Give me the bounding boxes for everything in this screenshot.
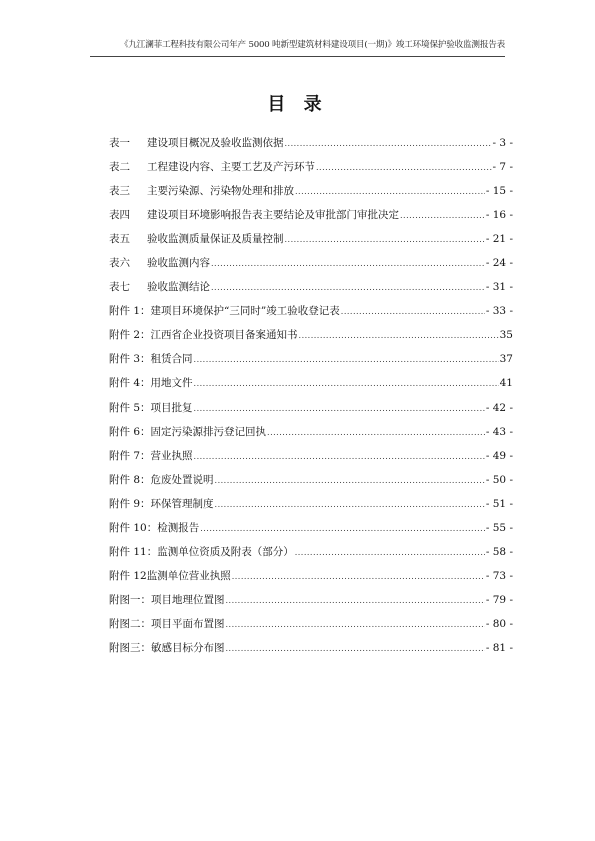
toc-entry[interactable] [109, 327, 513, 351]
toc-entry-label [109, 448, 193, 463]
toc-entry-title: 敏感目标分布图 [151, 641, 225, 654]
toc-entry[interactable] [109, 568, 513, 592]
toc-entry[interactable] [109, 207, 513, 231]
toc-entry-title: 验收监测内容 [147, 257, 210, 270]
toc-entry-label [109, 592, 225, 607]
toc-entry-prefix: 表七 [109, 281, 130, 294]
toc-entry-label [109, 472, 214, 487]
toc-entry-page: - 49 - [485, 449, 513, 462]
toc-entry-prefix: 附件 8： [109, 473, 151, 486]
toc-entry-prefix: 附件 6： [109, 425, 151, 438]
toc-entry[interactable] [109, 255, 513, 279]
toc-entry-page: - 33 - [485, 305, 513, 318]
toc-entry-title: 租赁合同 [150, 353, 193, 366]
toc-entry-label [109, 375, 193, 390]
toc-entry-label [109, 568, 231, 583]
toc-leader-dots [232, 572, 485, 581]
toc-entry[interactable] [109, 183, 513, 207]
toc-entry-label [109, 303, 340, 318]
toc-entry[interactable] [109, 351, 513, 375]
toc-entry-prefix: 表二 [109, 161, 130, 174]
toc-entry-page: - 31 - [485, 281, 513, 294]
toc-entry-page: 35 [499, 329, 513, 342]
toc-entry-page: - 21 - [485, 233, 513, 246]
toc-entry-label [109, 159, 315, 174]
toc-leader-dots [194, 404, 485, 413]
toc-entry-title: 环保管理制度 [150, 497, 214, 510]
toc-entry[interactable] [109, 592, 513, 616]
toc-entry-prefix: 附图三： [109, 641, 151, 654]
toc-leader-dots [400, 211, 485, 220]
toc-entry-label [109, 640, 225, 655]
toc-entry-title: 检测报告 [157, 521, 200, 534]
toc-leader-dots [295, 548, 485, 557]
toc-entry-label [109, 400, 193, 415]
toc-leader-dots [226, 644, 485, 653]
toc-entry-prefix: 附图二： [109, 617, 151, 630]
toc-entry-label [109, 544, 294, 559]
toc-entry[interactable] [109, 616, 513, 640]
toc-leader-dots [211, 283, 485, 292]
toc-leader-dots [285, 235, 485, 244]
toc-entry[interactable] [109, 303, 513, 327]
toc-entry[interactable] [109, 640, 513, 664]
toc-entry-prefix: 附件 4： [109, 377, 151, 390]
toc-leader-dots [226, 596, 485, 605]
toc-entry[interactable] [109, 544, 513, 568]
toc-entry-page: - 15 - [485, 185, 513, 198]
toc-entry-prefix: 表一 [109, 137, 130, 149]
toc-entry-prefix: 附件 5： [109, 401, 151, 414]
toc-entry[interactable] [109, 135, 513, 159]
toc-entry-page: - 42 - [485, 401, 513, 414]
toc-entry-prefix: 表四 [109, 209, 130, 222]
toc-entry-title: 监测单位营业执照 [146, 569, 231, 582]
toc-entry-label [109, 183, 294, 198]
toc-leader-dots [316, 163, 492, 172]
table-of-contents [109, 135, 513, 664]
toc-entry-prefix: 附件 11： [109, 545, 158, 558]
toc-entry-title: 建项目环境保护“三同时”竣工验收登记表 [150, 305, 340, 318]
toc-entry-title: 项目平面布置图 [151, 617, 225, 630]
toc-entry-prefix: 附件 12 [109, 569, 147, 582]
toc-entry-title: 监测单位资质及附表（部分） [157, 545, 294, 558]
header-rule [90, 56, 505, 57]
toc-leader-dots [194, 452, 485, 461]
toc-leader-dots [295, 187, 485, 196]
toc-entry-title: 危废处置说明 [150, 473, 214, 486]
toc-entry-title: 固定污染源排污登记回执 [150, 425, 267, 438]
toc-entry-page: - 24 - [485, 257, 513, 270]
toc-entry-prefix: 附件 10： [109, 521, 158, 534]
toc-entry-title: 工程建设内容、主要工艺及产污环节 [147, 161, 315, 174]
toc-entry-title: 项目批复 [150, 401, 193, 414]
toc-entry-label [109, 207, 399, 222]
toc-leader-dots [215, 476, 485, 485]
toc-entry-title: 建设项目环境影响报告表主要结论及审批部门审批决定 [147, 209, 399, 222]
toc-entry-page: - 43 - [485, 425, 513, 438]
toc-entry-title: 验收监测结论 [147, 281, 210, 294]
toc-entry[interactable] [109, 520, 513, 544]
toc-entry-label [109, 351, 193, 366]
toc-entry[interactable] [109, 424, 513, 448]
toc-entry-title: 用地文件 [150, 377, 193, 390]
toc-entry-prefix: 附件 9： [109, 497, 151, 510]
toc-entry-label [109, 135, 284, 150]
toc-entry-prefix: 附图一： [109, 593, 151, 606]
toc-entry-page: - 79 - [485, 593, 513, 606]
toc-entry[interactable] [109, 496, 513, 520]
toc-entry-label [109, 279, 210, 294]
toc-entry-page: - 51 - [485, 497, 513, 510]
toc-entry-page: - 50 - [485, 473, 513, 486]
toc-entry-title: 验收监测质量保证及质量控制 [147, 233, 284, 246]
page-header: 《九江澜菲工程科技有限公司年产 5000 吨新型建筑材料建设项目(一期)》竣工环境保护验收监测报告表 [120, 40, 505, 50]
toc-entry-prefix: 附件 3： [109, 353, 151, 366]
toc-entry-label [109, 616, 225, 631]
toc-leader-dots [285, 139, 492, 148]
toc-entry[interactable] [109, 448, 513, 472]
toc-entry-page: - 7 - [492, 161, 513, 174]
toc-entry-title: 建设项目概况及验收监测依据 [147, 137, 284, 149]
toc-entry-page: - 16 - [485, 209, 513, 222]
toc-entry-page: - 73 - [485, 569, 513, 582]
toc-entry[interactable] [109, 231, 513, 255]
toc-entry-title: 江西省企业投资项目备案通知书 [150, 329, 298, 342]
toc-entry-page: - 80 - [485, 617, 513, 630]
toc-entry-page: - 81 - [485, 641, 513, 654]
toc-leader-dots [215, 500, 485, 509]
toc-entry[interactable] [109, 159, 513, 183]
toc-entry[interactable] [109, 400, 513, 424]
toc-leader-dots [194, 379, 499, 388]
toc-entry[interactable] [109, 472, 513, 496]
toc-leader-dots [299, 331, 499, 340]
page-title: 目 录 [267, 94, 328, 115]
toc-entry-prefix: 附件 1： [109, 305, 151, 318]
toc-entry-title: 营业执照 [150, 449, 193, 462]
toc-leader-dots [200, 524, 485, 533]
toc-entry-label [109, 255, 210, 270]
toc-entry-page: - 3 - [492, 137, 513, 149]
toc-entry-prefix: 附件 7： [109, 449, 151, 462]
toc-entry-page: 41 [499, 377, 513, 390]
toc-leader-dots [267, 428, 485, 437]
toc-entry-prefix: 表五 [109, 233, 130, 246]
toc-entry-label [109, 231, 284, 246]
toc-entry-prefix: 附件 2： [109, 329, 151, 342]
toc-entry-prefix: 表六 [109, 257, 130, 270]
toc-entry-page: 37 [499, 353, 513, 366]
toc-entry[interactable] [109, 375, 513, 399]
toc-leader-dots [194, 355, 499, 364]
toc-entry-title: 项目地理位置图 [151, 593, 225, 606]
toc-leader-dots [226, 620, 485, 629]
toc-leader-dots [341, 307, 485, 316]
toc-entry-label [109, 520, 199, 535]
toc-entry-label [109, 496, 214, 511]
toc-entry-page: - 58 - [485, 545, 513, 558]
toc-entry-label [109, 424, 266, 439]
toc-entry-label [109, 327, 298, 342]
toc-entry-page: - 55 - [485, 521, 513, 534]
toc-entry-prefix: 表三 [109, 185, 130, 198]
toc-leader-dots [211, 259, 485, 268]
toc-entry[interactable] [109, 279, 513, 303]
toc-entry-title: 主要污染源、污染物处理和排放 [147, 185, 294, 198]
